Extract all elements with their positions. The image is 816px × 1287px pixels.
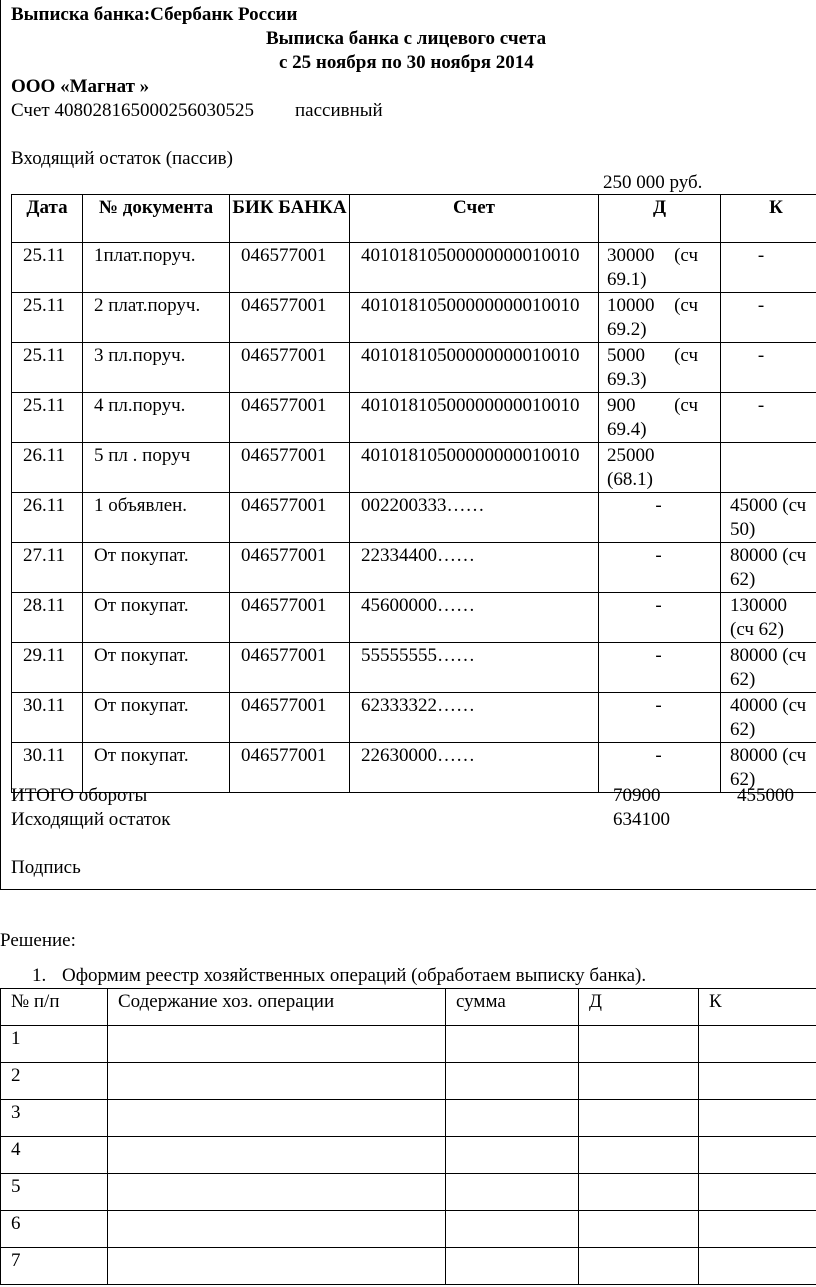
debit-amount: 25000 bbox=[607, 445, 655, 466]
register-content-cell[interactable] bbox=[108, 1100, 446, 1137]
credit-amount: 80000 (сч bbox=[730, 545, 807, 566]
closing-balance-value: 634100 bbox=[613, 809, 670, 830]
operation-row bbox=[12, 693, 816, 743]
operation-document: От покупат. bbox=[83, 693, 230, 743]
operation-row bbox=[12, 343, 816, 393]
credit-amount: 130000 bbox=[730, 595, 787, 616]
operation-document: 5 пл . поруч bbox=[83, 443, 230, 493]
operation-row bbox=[12, 493, 816, 543]
operation-account: 002200333…… bbox=[350, 493, 599, 543]
header-credit: К bbox=[721, 195, 816, 243]
operation-bik: 046577001 bbox=[230, 293, 350, 343]
credit-amount: - bbox=[757, 295, 765, 316]
debit-note: (сч bbox=[674, 395, 698, 416]
credit-amount: 45000 (сч bbox=[730, 495, 807, 516]
register-sum-cell[interactable] bbox=[446, 1026, 579, 1063]
operation-debit bbox=[599, 393, 721, 443]
register-row-number: 1 bbox=[1, 1026, 108, 1063]
register-header-credit: К bbox=[699, 989, 816, 1026]
credit-amount: - bbox=[757, 345, 765, 366]
credit-note-line2: 50) bbox=[730, 519, 756, 540]
register-header-content: Содержание хоз. операции bbox=[108, 989, 446, 1026]
register-row bbox=[1, 1248, 816, 1285]
operations-table bbox=[11, 194, 816, 793]
operation-row bbox=[12, 243, 816, 293]
debit-amount: - bbox=[655, 745, 662, 766]
register-row bbox=[1, 1211, 816, 1248]
operation-debit bbox=[599, 693, 721, 743]
operation-bik: 046577001 bbox=[230, 443, 350, 493]
register-content-cell[interactable] bbox=[108, 1063, 446, 1100]
operation-credit bbox=[721, 443, 816, 493]
register-debit-cell[interactable] bbox=[579, 1026, 699, 1063]
register-debit-cell[interactable] bbox=[579, 1174, 699, 1211]
operation-bik: 046577001 bbox=[230, 543, 350, 593]
header-debit: Д bbox=[599, 195, 721, 243]
register-row bbox=[1, 1137, 816, 1174]
operation-credit bbox=[721, 693, 816, 743]
operation-date: 26.11 bbox=[12, 443, 83, 493]
account-number: Счет 408028165000256030525 bbox=[11, 100, 254, 121]
operation-bik: 046577001 bbox=[230, 493, 350, 543]
register-header-sum: сумма bbox=[446, 989, 579, 1026]
register-content-cell[interactable] bbox=[108, 1026, 446, 1063]
register-debit-cell[interactable] bbox=[579, 1137, 699, 1174]
credit-amount: - bbox=[757, 395, 765, 416]
register-sum-cell[interactable] bbox=[446, 1063, 579, 1100]
register-content-cell[interactable] bbox=[108, 1137, 446, 1174]
operation-debit bbox=[599, 243, 721, 293]
operation-date: 27.11 bbox=[12, 543, 83, 593]
debit-note: (сч bbox=[674, 345, 698, 366]
opening-balance-value: 250 000 руб. bbox=[603, 172, 703, 193]
debit-note: (сч bbox=[674, 245, 698, 266]
register-row-number: 4 bbox=[1, 1137, 108, 1174]
operation-debit bbox=[599, 293, 721, 343]
operation-row bbox=[12, 293, 816, 343]
credit-note-line2: (сч 62) bbox=[730, 619, 785, 640]
operation-bik: 046577001 bbox=[230, 593, 350, 643]
operation-debit bbox=[599, 493, 721, 543]
operation-row bbox=[12, 443, 816, 493]
operation-document: От покупат. bbox=[83, 593, 230, 643]
register-credit-cell[interactable] bbox=[699, 1211, 816, 1248]
register-credit-cell[interactable] bbox=[699, 1026, 816, 1063]
operation-date: 30.11 bbox=[12, 693, 83, 743]
operation-date: 30.11 bbox=[12, 743, 83, 793]
operation-credit bbox=[721, 543, 816, 593]
credit-amount: 80000 (сч bbox=[730, 645, 807, 666]
header-document: № документа bbox=[83, 195, 230, 243]
register-row-number: 5 bbox=[1, 1174, 108, 1211]
debit-amount: 30000 bbox=[607, 245, 655, 266]
credit-amount: 80000 (сч bbox=[730, 745, 807, 766]
statement-period: с 25 ноября по 30 ноября 2014 bbox=[279, 52, 534, 73]
operation-credit bbox=[721, 393, 816, 443]
register-credit-cell[interactable] bbox=[699, 1063, 816, 1100]
operation-document: 1плат.поруч. bbox=[83, 243, 230, 293]
operation-account: 22334400…… bbox=[350, 543, 599, 593]
register-debit-cell[interactable] bbox=[579, 1100, 699, 1137]
operation-bik: 046577001 bbox=[230, 693, 350, 743]
operation-date: 25.11 bbox=[12, 343, 83, 393]
bank-line: Выписка банка:Сбербанк России bbox=[11, 4, 298, 25]
operation-credit bbox=[721, 343, 816, 393]
operation-date: 25.11 bbox=[12, 293, 83, 343]
operation-account: 45600000…… bbox=[350, 593, 599, 643]
operation-credit bbox=[721, 643, 816, 693]
operation-account: 40101810500000000010010 bbox=[350, 293, 599, 343]
operation-credit bbox=[721, 593, 816, 643]
debit-note-line2: (68.1) bbox=[607, 469, 653, 490]
debit-note-line2: 69.1) bbox=[607, 269, 647, 290]
operation-document: 2 плат.поруч. bbox=[83, 293, 230, 343]
operation-date: 25.11 bbox=[12, 243, 83, 293]
register-credit-cell[interactable] bbox=[699, 1174, 816, 1211]
operation-date: 28.11 bbox=[12, 593, 83, 643]
register-row-number: 7 bbox=[1, 1248, 108, 1285]
operation-row bbox=[12, 643, 816, 693]
operations-register-table bbox=[0, 988, 816, 1285]
register-debit-cell[interactable] bbox=[579, 1211, 699, 1248]
register-sum-cell[interactable] bbox=[446, 1248, 579, 1285]
operation-debit bbox=[599, 593, 721, 643]
debit-note: (сч bbox=[674, 295, 698, 316]
register-sum-cell[interactable] bbox=[446, 1100, 579, 1137]
operation-credit bbox=[721, 243, 816, 293]
operation-debit bbox=[599, 443, 721, 493]
register-row-number: 2 bbox=[1, 1063, 108, 1100]
opening-balance-label: Входящий остаток (пассив) bbox=[11, 148, 233, 169]
debit-note-line2: 69.2) bbox=[607, 319, 647, 340]
operation-row bbox=[12, 543, 816, 593]
operation-account: 40101810500000000010010 bbox=[350, 343, 599, 393]
operation-document: От покупат. bbox=[83, 643, 230, 693]
operation-debit bbox=[599, 643, 721, 693]
company-name: ООО «Магнат » bbox=[11, 76, 150, 97]
operation-credit bbox=[721, 293, 816, 343]
turnover-credit: 455000 bbox=[737, 785, 794, 806]
debit-amount: 10000 bbox=[607, 295, 655, 316]
operation-account: 62333322…… bbox=[350, 693, 599, 743]
operation-date: 25.11 bbox=[12, 393, 83, 443]
header-date: Дата bbox=[12, 195, 83, 243]
operation-credit bbox=[721, 493, 816, 543]
statement-title: Выписка банка с лицевого счета bbox=[266, 28, 547, 49]
operation-account: 55555555…… bbox=[350, 643, 599, 693]
debit-amount: - bbox=[655, 645, 662, 666]
account-type: пассивный bbox=[295, 100, 383, 121]
register-debit-cell[interactable] bbox=[579, 1063, 699, 1100]
operation-bik: 046577001 bbox=[230, 643, 350, 693]
credit-amount: - bbox=[757, 245, 765, 266]
operation-document: От покупат. bbox=[83, 543, 230, 593]
operation-bik: 046577001 bbox=[230, 343, 350, 393]
credit-amount: 40000 (сч bbox=[730, 695, 807, 716]
register-sum-cell[interactable] bbox=[446, 1137, 579, 1174]
debit-amount: 900 bbox=[607, 395, 636, 416]
operation-document: 4 пл.поруч. bbox=[83, 393, 230, 443]
step-number: 1. bbox=[32, 965, 47, 986]
credit-note-line2: 62) bbox=[730, 669, 756, 690]
register-row-number: 6 bbox=[1, 1211, 108, 1248]
closing-balance-label: Исходящий остаток bbox=[11, 809, 171, 830]
register-row bbox=[1, 1026, 816, 1063]
operation-bik: 046577001 bbox=[230, 393, 350, 443]
credit-note-line2: 62) bbox=[730, 719, 756, 740]
register-content-cell[interactable] bbox=[108, 1248, 446, 1285]
operations-header-row bbox=[12, 195, 816, 243]
debit-note-line2: 69.4) bbox=[607, 419, 647, 440]
step-text: Оформим реестр хозяйственных операций (обработаем выписку банка). bbox=[62, 965, 647, 986]
register-row-number: 3 bbox=[1, 1100, 108, 1137]
operation-debit bbox=[599, 543, 721, 593]
register-row bbox=[1, 1100, 816, 1137]
header-bik: БИК БАНКА bbox=[230, 195, 350, 243]
operation-document: От покупат. bbox=[83, 743, 230, 793]
operation-account: 40101810500000000010010 bbox=[350, 443, 599, 493]
credit-note-line2: 62) bbox=[730, 569, 756, 590]
debit-note-line2: 69.3) bbox=[607, 369, 647, 390]
register-header-debit: Д bbox=[579, 989, 699, 1026]
signature-label: Подпись bbox=[11, 857, 81, 878]
operation-bik: 046577001 bbox=[230, 743, 350, 793]
register-row bbox=[1, 1063, 816, 1100]
operation-date: 26.11 bbox=[12, 493, 83, 543]
operation-account: 40101810500000000010010 bbox=[350, 243, 599, 293]
register-row bbox=[1, 1174, 816, 1211]
register-sum-cell[interactable] bbox=[446, 1211, 579, 1248]
solution-heading: Решение: bbox=[0, 930, 76, 951]
register-credit-cell[interactable] bbox=[699, 1137, 816, 1174]
debit-amount: - bbox=[655, 695, 662, 716]
debit-amount: - bbox=[655, 545, 662, 566]
register-content-cell[interactable] bbox=[108, 1211, 446, 1248]
debit-amount: - bbox=[655, 595, 662, 616]
turnover-debit: 70900 bbox=[613, 785, 661, 806]
operation-date: 29.11 bbox=[12, 643, 83, 693]
operation-document: 1 объявлен. bbox=[83, 493, 230, 543]
register-content-cell[interactable] bbox=[108, 1174, 446, 1211]
operation-debit bbox=[599, 343, 721, 393]
operation-account: 40101810500000000010010 bbox=[350, 393, 599, 443]
register-credit-cell[interactable] bbox=[699, 1248, 816, 1285]
operation-row bbox=[12, 393, 816, 443]
header-account: Счет bbox=[350, 195, 599, 243]
register-debit-cell[interactable] bbox=[579, 1248, 699, 1285]
register-credit-cell[interactable] bbox=[699, 1100, 816, 1137]
operation-account: 22630000…… bbox=[350, 743, 599, 793]
operation-row bbox=[12, 593, 816, 643]
credit-note-line2: 62) bbox=[730, 769, 756, 790]
turnover-label: ИТОГО обороты bbox=[11, 785, 148, 806]
register-sum-cell[interactable] bbox=[446, 1174, 579, 1211]
register-header-row bbox=[1, 989, 816, 1026]
debit-amount: - bbox=[655, 495, 662, 516]
debit-amount: 5000 bbox=[607, 345, 645, 366]
register-header-number: № п/п bbox=[1, 989, 108, 1026]
operation-document: 3 пл.поруч. bbox=[83, 343, 230, 393]
operation-bik: 046577001 bbox=[230, 243, 350, 293]
